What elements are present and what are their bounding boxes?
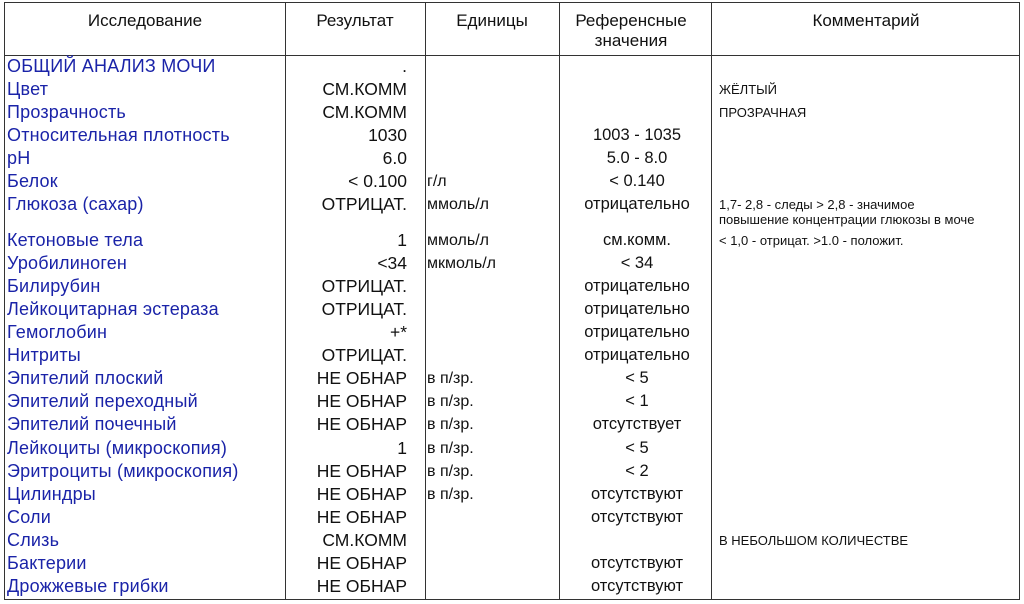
reference-value: < 5 (625, 369, 649, 387)
header-units: Единицы (456, 11, 528, 30)
test-name: Гемоглобин (7, 322, 108, 342)
table-row (5, 575, 1019, 598)
comment-text-line2: повышение концентрации глюкозы в моче (719, 212, 975, 227)
test-name: Лейкоциты (микроскопия) (7, 438, 228, 458)
table-row (5, 460, 1019, 483)
test-name: Лейкоцитарная эстераза (7, 299, 219, 319)
comment-text: ЖЁЛТЫЙ (719, 82, 778, 97)
header-reference: Референсные значения (575, 11, 687, 50)
test-name: Билирубин (7, 276, 101, 296)
test-name: Слизь (7, 530, 60, 550)
table-row (5, 552, 1019, 575)
result-value: НЕ ОБНАР (316, 576, 407, 596)
unit-value: ммоль/л (427, 232, 489, 249)
reference-value: < 0.140 (609, 172, 665, 190)
reference-value: < 34 (620, 254, 654, 272)
reference-value: отрицательно (584, 300, 690, 318)
test-name: Цилиндры (7, 484, 96, 504)
test-name: Эпителий почечный (7, 414, 177, 434)
result-value: < 0.100 (348, 171, 407, 191)
unit-value: в п/зр. (427, 486, 474, 503)
table-row (5, 298, 1019, 321)
result-value: СМ.КОММ (322, 102, 407, 122)
table-row (5, 483, 1019, 506)
test-name: Относительная плотность (7, 125, 230, 145)
table-row (5, 413, 1019, 436)
result-value: НЕ ОБНАР (316, 414, 407, 434)
unit-value: в п/зр. (427, 393, 474, 410)
table-row (5, 55, 1019, 78)
result-value: 6.0 (382, 148, 407, 168)
test-name: pH (7, 148, 31, 168)
table-row (5, 101, 1019, 124)
result-value: НЕ ОБНАР (316, 461, 407, 481)
reference-value: 5.0 - 8.0 (606, 149, 668, 167)
reference-value: отрицательно (584, 195, 690, 213)
test-name: Уробилиноген (7, 253, 128, 273)
test-name: Кетоновые тела (7, 230, 144, 250)
table-row (5, 170, 1019, 193)
table-row (5, 344, 1019, 367)
reference-value: отрицательно (584, 323, 690, 341)
result-value: +* (389, 322, 407, 342)
reference-value: 1003 - 1035 (592, 126, 682, 144)
result-value: 1 (397, 230, 407, 250)
table-row (5, 321, 1019, 344)
reference-value (567, 55, 707, 78)
test-name: Дрожжевые грибки (7, 576, 169, 596)
result-value: <34 (377, 253, 407, 273)
table-row (5, 124, 1019, 147)
unit-value: в п/зр. (427, 463, 474, 480)
test-name: Прозрачность (7, 102, 126, 122)
comment-text: ПРОЗРАЧНАЯ (719, 105, 807, 120)
table-row (5, 78, 1019, 101)
table-row (5, 367, 1019, 390)
unit-value: ммоль/л (427, 196, 489, 213)
reference-value: отрицательно (584, 277, 690, 295)
test-name: Нитриты (7, 345, 81, 365)
reference-value: отсутствует (592, 415, 682, 433)
result-value: СМ.КОММ (322, 79, 407, 99)
reference-value: отсутствуют (590, 508, 684, 526)
result-value: ОТРИЦАТ. (321, 194, 407, 214)
test-name: Бактерии (7, 553, 87, 573)
result-value: НЕ ОБНАР (316, 368, 407, 388)
result-value: НЕ ОБНАР (316, 553, 407, 573)
result-value: НЕ ОБНАР (316, 507, 407, 527)
comment-text: В НЕБОЛЬШОМ КОЛИЧЕСТВЕ (719, 533, 909, 548)
unit-value: в п/зр. (427, 370, 474, 387)
reference-value (567, 101, 707, 124)
test-name: Соли (7, 507, 51, 527)
test-name: Эритроциты (микроскопия) (7, 461, 239, 481)
table-row (5, 193, 1019, 227)
table-row (5, 275, 1019, 298)
test-name: Цвет (7, 79, 49, 99)
table-row (5, 147, 1019, 170)
unit-value: г/л (427, 173, 447, 190)
comment-text: 1,7- 2,8 - следы > 2,8 - значимое (719, 197, 915, 212)
unit-value: мкмоль/л (427, 255, 496, 272)
header-comment: Комментарий (812, 11, 920, 30)
reference-value (567, 78, 707, 101)
reference-value: отсутствуют (590, 485, 684, 503)
reference-value: отрицательно (584, 346, 690, 364)
table-row (5, 229, 1019, 252)
reference-value: < 1 (625, 392, 649, 410)
reference-value: отсутствуют (590, 554, 684, 572)
header-result: Результат (316, 11, 394, 30)
result-value: 1 (397, 438, 407, 458)
table-row (5, 529, 1019, 552)
unit-value: в п/зр. (427, 416, 474, 433)
result-value: ОТРИЦАТ. (321, 299, 407, 319)
result-value: НЕ ОБНАР (316, 484, 407, 504)
test-name: Глюкоза (сахар) (7, 194, 144, 214)
result-value: . (402, 56, 407, 76)
reference-value (567, 529, 707, 552)
result-value: ОТРИЦАТ. (321, 276, 407, 296)
result-value: НЕ ОБНАР (316, 391, 407, 411)
comment-text: < 1,0 - отрицат. >1.0 - положит. (719, 233, 904, 248)
test-name: ОБЩИЙ АНАЛИЗ МОЧИ (7, 56, 216, 76)
reference-value: < 5 (625, 439, 649, 457)
header-study: Исследование (87, 11, 203, 30)
test-name: Эпителий переходный (7, 391, 198, 411)
test-name: Эпителий плоский (7, 368, 164, 388)
reference-value: отсутствуют (590, 577, 684, 595)
table-row (5, 390, 1019, 413)
table-row (5, 252, 1019, 275)
test-name: Белок (7, 171, 58, 191)
result-value: ОТРИЦАТ. (321, 345, 407, 365)
result-value: СМ.КОММ (322, 530, 407, 550)
unit-value: в п/зр. (427, 440, 474, 457)
reference-value: см.комм. (602, 231, 672, 249)
table-row (5, 506, 1019, 529)
table-row (5, 437, 1019, 460)
reference-value: < 2 (625, 462, 649, 480)
results-table (4, 2, 1020, 600)
result-value: 1030 (368, 125, 407, 145)
